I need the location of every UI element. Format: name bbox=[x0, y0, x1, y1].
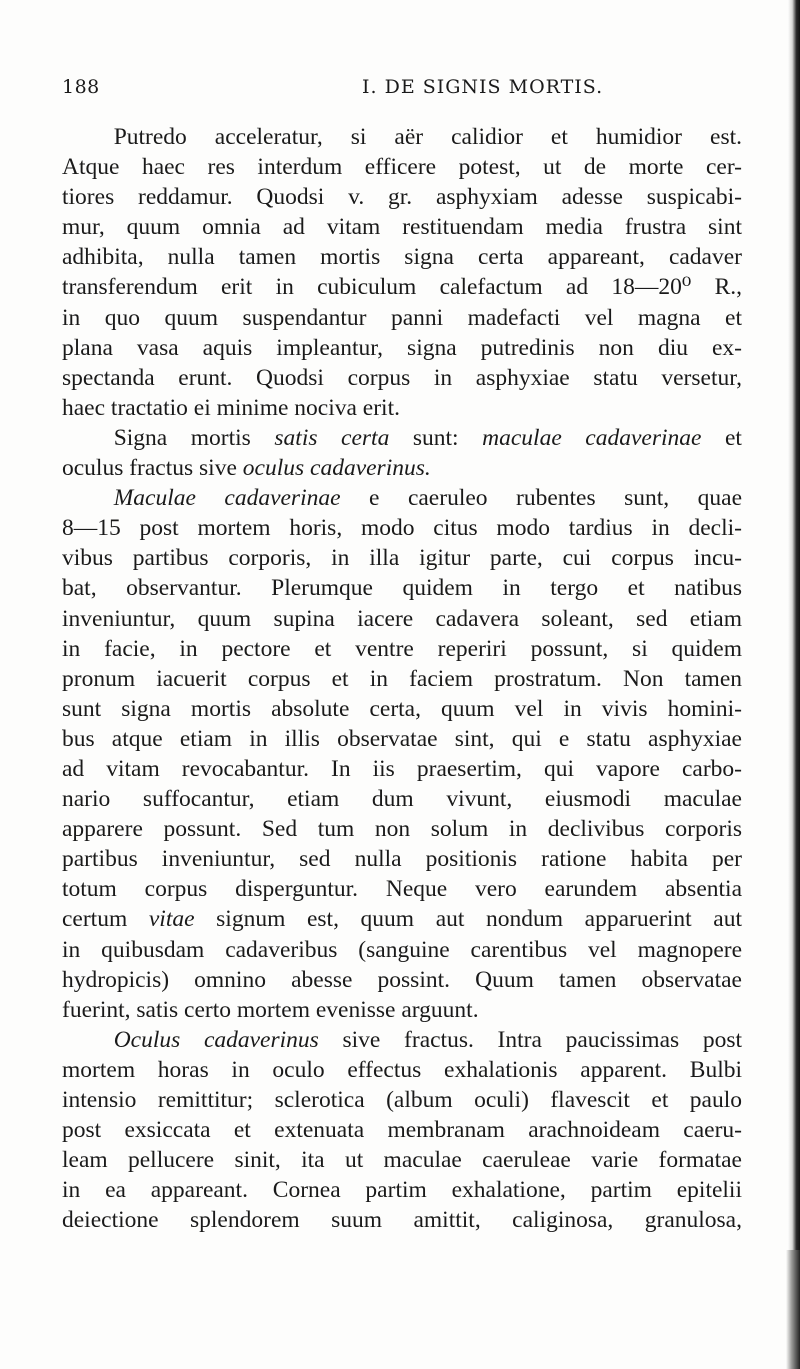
text-line bbox=[62, 212, 742, 242]
text-segment: totum corpus disperguntur. Neque vero earundem absentia bbox=[62, 876, 742, 903]
text-line bbox=[62, 965, 742, 995]
text-segment: pronum iacuerit corpus et in faciem prostratum. Non tamen bbox=[62, 665, 742, 692]
text-line bbox=[62, 724, 742, 754]
text-segment: mur, quum omnia ad vitam restituendam media frustra sint bbox=[62, 214, 742, 241]
text-segment: sunt signa mortis absolute certa, quum vel in vivis homini- bbox=[62, 695, 742, 722]
text-line bbox=[62, 483, 742, 513]
italic-text: maculae cadaverinae bbox=[482, 424, 702, 451]
text-segment: inveniuntur, quum supina iacere cadavera soleant, sed etiam bbox=[62, 605, 742, 632]
text-line bbox=[62, 543, 742, 573]
text-segment: e caeruleo rubentes sunt, quae bbox=[340, 485, 742, 512]
text-segment: plana vasa aquis impleantur, signa putredinis non diu ex- bbox=[62, 334, 742, 361]
text-line bbox=[62, 1145, 742, 1175]
page-edge-shadow-bottom bbox=[786, 1250, 800, 1369]
text-line bbox=[62, 122, 742, 152]
text-line bbox=[62, 513, 742, 543]
text-line bbox=[62, 242, 742, 272]
text-segment: adhibita, nulla tamen mortis signa certa appareant, cadaver bbox=[62, 244, 742, 271]
text-segment: Putredo acceleratur, si aër calidior et humidior est. bbox=[113, 124, 742, 150]
text-line bbox=[62, 182, 742, 212]
text-segment: Atque haec res interdum efficere potest, ut de morte cer- bbox=[62, 154, 742, 181]
text-line bbox=[62, 333, 742, 363]
text-segment: Signa mortis bbox=[113, 424, 275, 451]
text-line bbox=[62, 995, 742, 1025]
page-number: 188 bbox=[62, 76, 100, 98]
italic-text: vitae bbox=[148, 906, 195, 933]
text-line bbox=[62, 814, 742, 844]
italic-text: Oculus cadaverinus bbox=[113, 1026, 319, 1053]
text-line bbox=[62, 1115, 742, 1145]
text-line bbox=[62, 363, 742, 393]
text-line bbox=[62, 754, 742, 784]
italic-text: satis certa bbox=[274, 424, 390, 451]
text-line bbox=[62, 1175, 742, 1205]
text-line bbox=[62, 844, 742, 874]
text-segment: tiores reddamur. Quodsi v. gr. asphyxiam adesse suspicabi- bbox=[62, 184, 742, 211]
text-segment: 8—15 post mortem horis, modo citus modo tardius in decli- bbox=[62, 515, 742, 542]
page-header bbox=[62, 76, 742, 104]
text-line bbox=[62, 152, 742, 182]
text-line bbox=[62, 393, 742, 423]
text-line bbox=[62, 573, 742, 603]
text-line bbox=[62, 904, 742, 934]
text-line bbox=[62, 1055, 742, 1085]
text-segment: ad vitam revocabantur. In iis praesertim, qui vapore carbo- bbox=[62, 755, 742, 782]
text-segment: oculus fractus sive bbox=[62, 455, 243, 482]
text-segment: nario suffocantur, etiam dum vivunt, eiusmodi maculae bbox=[62, 786, 742, 813]
text-line bbox=[62, 784, 742, 814]
page-edge-shadow bbox=[788, 0, 800, 1369]
text-line bbox=[62, 272, 742, 302]
text-line bbox=[62, 453, 742, 483]
text-segment: bus atque etiam in illis observatae sint, qui e statu asphyxiae bbox=[62, 725, 742, 752]
text-segment: post exsiccata et extenuata membranam arachnoideam caeru- bbox=[62, 1117, 742, 1144]
italic-text: oculus cadaverinus. bbox=[242, 455, 431, 482]
text-segment: spectanda erunt. Quodsi corpus in asphyxiae statu versetur, bbox=[62, 364, 742, 391]
text-segment: et bbox=[701, 424, 742, 451]
text-line bbox=[62, 1205, 742, 1235]
text-segment: in quo quum suspendantur panni madefacti vel magna et bbox=[62, 304, 742, 331]
text-segment: deiectione splendorem suum amittit, caliginosa, granulosa, bbox=[62, 1207, 742, 1234]
running-title: I. DE SIGNIS MORTIS. bbox=[362, 76, 604, 98]
text-segment: in ea appareant. Cornea partim exhalatione, partim epitelii bbox=[62, 1177, 742, 1204]
text-line bbox=[62, 634, 742, 664]
text-segment: bat, observantur. Plerumque quidem in tergo et natibus bbox=[62, 575, 742, 602]
text-line bbox=[62, 423, 742, 453]
text-segment: haec tractatio ei minime nociva erit. bbox=[62, 394, 400, 421]
text-line bbox=[62, 1025, 742, 1055]
text-segment: fuerint, satis certo mortem evenisse arguunt. bbox=[62, 996, 479, 1023]
text-segment: hydropicis) omnino abesse possint. Quum tamen observatae bbox=[62, 966, 742, 993]
body-text bbox=[62, 122, 742, 1235]
text-segment: signum est, quum aut nondum apparuerint aut bbox=[194, 906, 742, 933]
text-segment: sive fractus. Intra paucissimas post bbox=[318, 1026, 743, 1053]
text-line bbox=[62, 874, 742, 904]
text-segment: partibus inveniuntur, sed nulla positionis ratione habita per bbox=[62, 846, 742, 873]
text-segment: in facie, in pectore et ventre reperiri possunt, si quidem bbox=[62, 635, 742, 662]
text-segment: certum bbox=[62, 906, 149, 933]
text-segment: vibus partibus corporis, in illa igitur parte, cui corpus incu- bbox=[62, 545, 742, 572]
text-segment: transferendum erit in cubiculum calefactum ad 18—20⁰ R., bbox=[62, 274, 742, 301]
text-segment: sunt: bbox=[389, 424, 483, 451]
text-line bbox=[62, 1085, 742, 1115]
text-segment: leam pellucere sinit, ita ut maculae caeruleae varie formatae bbox=[62, 1147, 742, 1174]
text-segment: in quibusdam cadaveribus (sanguine carentibus vel magnopere bbox=[62, 936, 742, 963]
text-line bbox=[62, 935, 742, 965]
italic-text: Maculae cadaverinae bbox=[113, 485, 341, 512]
text-line bbox=[62, 303, 742, 333]
text-line bbox=[62, 664, 742, 694]
text-line bbox=[62, 694, 742, 724]
text-line bbox=[62, 604, 742, 634]
text-segment: apparere possunt. Sed tum non solum in declivibus corporis bbox=[62, 816, 742, 843]
text-segment: mortem horas in oculo effectus exhalationis apparent. Bulbi bbox=[62, 1056, 742, 1083]
text-segment: intensio remittitur; sclerotica (album oculi) flavescit et paulo bbox=[62, 1087, 742, 1113]
